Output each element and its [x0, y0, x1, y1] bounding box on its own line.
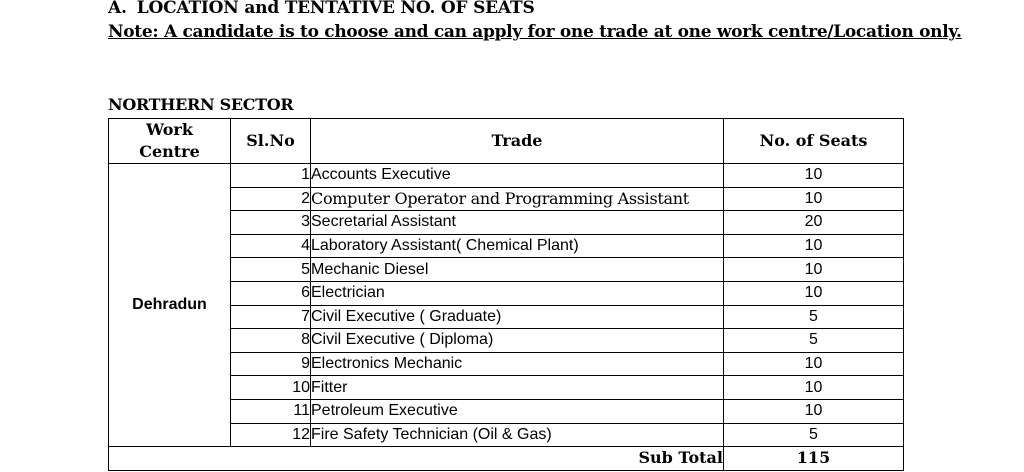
table-header-row	[109, 119, 904, 164]
trade-cell: Mechanic Diesel	[311, 258, 724, 282]
seats-cell: 10	[724, 234, 904, 258]
sector-title: NORTHERN SECTOR	[108, 95, 294, 114]
sl-no-cell: 7	[231, 305, 311, 329]
sl-no-cell: 12	[231, 423, 311, 447]
header-sl-no: Sl.No	[231, 119, 311, 164]
trade-cell: Fitter	[311, 376, 724, 400]
header-seats: No. of Seats	[724, 119, 904, 164]
sl-no-cell: 6	[231, 281, 311, 305]
table-row	[109, 164, 904, 188]
seats-table	[108, 118, 904, 471]
section-title: LOCATION and TENTATIVE NO. OF SEATS	[136, 0, 535, 18]
trade-cell: Electrician	[311, 281, 724, 305]
seats-cell: 10	[724, 187, 904, 211]
sl-no-cell: 10	[231, 376, 311, 400]
trade-cell: Computer Operator and Programming Assistant	[311, 187, 724, 211]
sl-no-cell: 1	[231, 164, 311, 188]
sl-no-cell: 5	[231, 258, 311, 282]
seats-cell: 20	[724, 211, 904, 235]
seats-cell: 10	[724, 352, 904, 376]
subtotal-row	[109, 447, 904, 471]
work-centre-cell: Dehradun	[109, 164, 231, 447]
trade-cell: Secretarial Assistant	[311, 211, 724, 235]
seats-cell: 10	[724, 164, 904, 188]
sl-no-cell: 8	[231, 329, 311, 353]
trade-cell: Civil Executive ( Graduate)	[311, 305, 724, 329]
trade-cell: Civil Executive ( Diploma)	[311, 329, 724, 353]
trade-cell: Laboratory Assistant( Chemical Plant)	[311, 234, 724, 258]
trade-cell: Electronics Mechanic	[311, 352, 724, 376]
subtotal-value: 115	[724, 447, 904, 471]
seats-cell: 10	[724, 376, 904, 400]
sl-no-cell: 2	[231, 187, 311, 211]
sl-no-cell: 3	[231, 211, 311, 235]
subtotal-label: Sub Total	[109, 447, 724, 471]
seats-cell: 10	[724, 258, 904, 282]
sl-no-cell: 4	[231, 234, 311, 258]
seats-cell: 5	[724, 329, 904, 353]
trade-cell: Accounts Executive	[311, 164, 724, 188]
seats-cell: 10	[724, 281, 904, 305]
note-text: Note: A candidate is to choose and can apply for one trade at one work centre/Location only.	[108, 22, 962, 42]
sl-no-cell: 9	[231, 352, 311, 376]
header-trade: Trade	[311, 119, 724, 164]
section-heading	[108, 0, 535, 18]
section-number: A.	[108, 0, 127, 18]
trade-cell: Petroleum Executive	[311, 399, 724, 423]
seats-cell: 5	[724, 423, 904, 447]
seats-cell: 5	[724, 305, 904, 329]
sl-no-cell: 11	[231, 399, 311, 423]
trade-cell: Fire Safety Technician (Oil & Gas)	[311, 423, 724, 447]
header-work-centre: Work Centre	[109, 119, 231, 164]
seats-cell: 10	[724, 399, 904, 423]
